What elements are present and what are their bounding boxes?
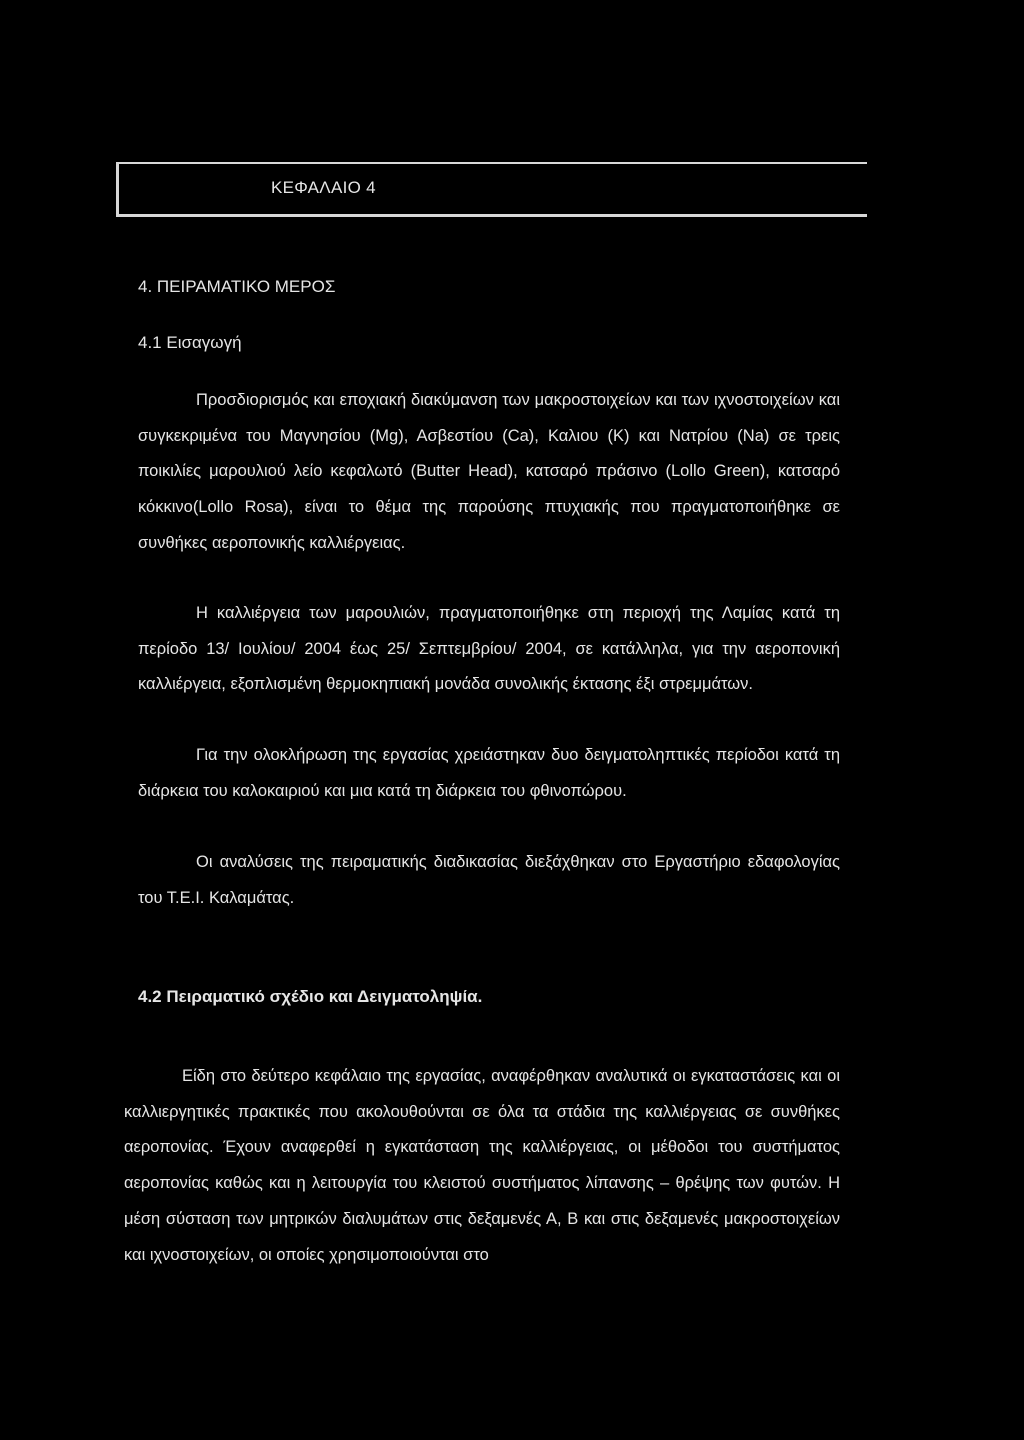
section-4-2-heading: 4.2 Πειραματικό σχέδιο και Δειγματοληψία. — [138, 987, 483, 1006]
intro-paragraph-3: Για την ολοκλήρωση της εργασίας χρειάστηκαν δυο δειγματοληπτικές περίοδοι κατά τη διάρκεια του καλοκαιριού και μια κατά τη διάρκεια του φθινοπώρου. — [138, 746, 840, 800]
chapter-header-box — [116, 162, 867, 217]
section-4-1-heading: 4.1 Εισαγωγή — [138, 333, 242, 352]
design-paragraph-1: Είδη στο δεύτερο κεφάλαιο της εργασίας, αναφέρθηκαν αναλυτικά οι εγκαταστάσεις και οι καλλιεργητικές πρακτικές που ακολουθούνται σε όλα τα στάδια της καλλιέργειας σε συνθήκες αεροπονίας. Έχουν αναφερθεί η εγκατάσταση της καλλιέργειας, οι μέθοδοι του συστήματος αεροπονίας καθώς και η λειτουργία του κλειστού συστήματος λίπανσης – θρέψης των φυτών. Η μέση σύσταση των μητρικών διαλυμάτων στις δεξαμενές Α, Β και στις δεξαμενές μακροστοιχείων και ιχνοστοιχείων, οι οποίες χρησιμοποιούνται στο — [124, 1067, 840, 1264]
section-4-heading: 4. ΠΕΙΡΑΜΑΤΙΚΟ ΜΕΡΟΣ — [138, 277, 336, 296]
intro-paragraph-2: Η καλλιέργεια των μαρουλιών, πραγματοποιήθηκε στη περιοχή της Λαμίας κατά τη περίοδο 13/ Ιουλίου/ 2004 έως 25/ Σεπτεμβρίου/ 2004, σε κατάλληλα, για την αεροπονική καλλιέργεια, εξοπλισμένη θερμοκηπιακή μονάδα συνολικής έκτασης έξι στρεμμάτων. — [138, 604, 840, 694]
intro-paragraph-1: Προσδιορισμός και εποχιακή διακύμανση των μακροστοιχείων και των ιχνοστοιχείων και συγκεκριμένα του Μαγνησίου (Mg), Ασβεστίου (Ca), Καλιου (K) και Νατρίου (Na) σε τρεις ποικιλίες μαρουλιού λείο κεφαλωτό (Butter Head), κατσαρό πράσινο (Lollo Green), κατσαρό κόκκινο(Lollo Rosa), είναι το θέμα της παρούσης πτυχιακής που πραγματοποιήθηκε σε συνθήκες αεροπονικής καλλιέργειας. — [138, 391, 840, 552]
chapter-title: ΚΕΦΑΛΑΙΟ 4 — [271, 178, 376, 197]
intro-paragraph-4: Οι αναλύσεις της πειραματικής διαδικασίας διεξάχθηκαν στο Εργαστήριο εδαφολογίας του Τ.Ε.Ι. Καλαμάτας. — [138, 853, 840, 907]
